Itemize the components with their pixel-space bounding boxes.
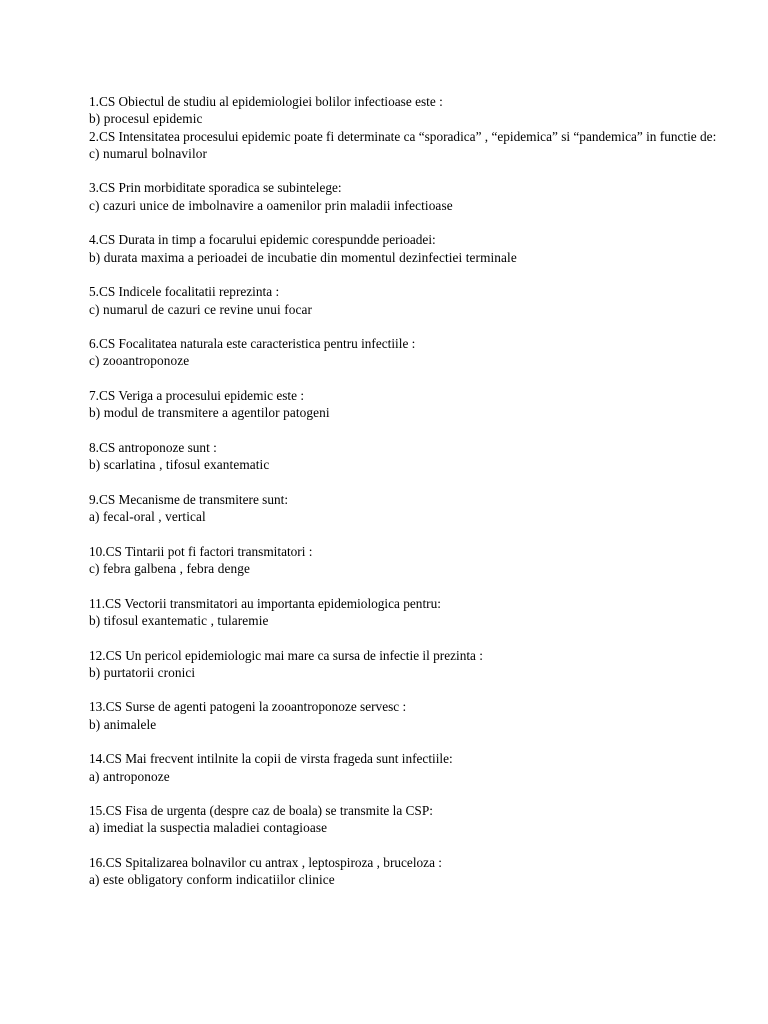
- question-item-15: [89, 802, 728, 837]
- question-text: 5.CS Indicele focalitatii reprezinta :: [89, 284, 280, 300]
- question-text: 1.CS Obiectul de studiu al epidemiologiei bolilor infectioase este :: [89, 94, 443, 109]
- answer-text: c) febra galbena , febra denge: [89, 561, 250, 577]
- question-text: 13.CS Surse de agenti patogeni la zooantroponoze servesc :: [89, 699, 407, 715]
- answer-text: a) antroponoze: [89, 768, 170, 784]
- answer-text: b) procesul epidemic: [89, 111, 203, 127]
- question-item-12: [89, 647, 728, 682]
- question-item-14: [89, 750, 728, 785]
- answer-text: c) numarul de cazuri ce revine unui focar: [89, 301, 313, 317]
- question-item-11: [89, 595, 728, 630]
- answer-text: c) cazuri unice de imbolnavire a oamenilor prin maladii infectioase: [89, 197, 453, 213]
- question-text: 8.CS antroponoze sunt :: [89, 439, 217, 455]
- question-text: 15.CS Fisa de urgenta (despre caz de boala) se transmite la CSP:: [89, 803, 433, 819]
- question-item-4: [89, 231, 728, 266]
- question-text: 6.CS Focalitatea naturala este caracteristica pentru infectiile :: [89, 336, 416, 352]
- answer-text: b) animalele: [89, 716, 157, 732]
- answer-text: a) fecal-oral , vertical: [89, 509, 206, 525]
- question-item-7: [89, 387, 728, 422]
- question-item-1: [89, 93, 728, 128]
- answer-text: b) tifosul exantematic , tularemie: [89, 612, 269, 628]
- question-item-10: [89, 543, 728, 578]
- question-text: 14.CS Mai frecvent intilnite la copii de virsta frageda sunt infectiile:: [89, 751, 453, 767]
- question-text: 10.CS Tintarii pot fi factori transmitatori :: [89, 543, 313, 559]
- question-item-13: [89, 698, 728, 733]
- question-item-16: [89, 854, 728, 889]
- question-text: 4.CS Durata in timp a focarului epidemic corespundde perioadei:: [89, 232, 436, 248]
- question-text: 11.CS Vectorii transmitatori au importanta epidemiologica pentru:: [89, 595, 441, 611]
- question-text: 9.CS Mecanisme de transmitere sunt:: [89, 491, 289, 507]
- answer-text: a) este obligatory conform indicatiilor clinice: [89, 872, 335, 888]
- answer-text: c) zooantroponoze: [89, 353, 190, 369]
- question-item-3: [89, 179, 728, 214]
- question-item-5: [89, 283, 728, 318]
- question-item-9: [89, 491, 728, 526]
- question-text: 7.CS Veriga a procesului epidemic este :: [89, 388, 305, 404]
- question-item-6: [89, 335, 728, 370]
- question-text: 12.CS Un pericol epidemiologic mai mare ca sursa de infectie il prezinta :: [89, 647, 483, 663]
- answer-text: b) purtatorii cronici: [89, 664, 196, 680]
- answer-text: c) numarul bolnavilor: [89, 145, 208, 161]
- answer-text: b) modul de transmitere a agentilor patogeni: [89, 405, 330, 421]
- question-item-2: [89, 128, 728, 163]
- answer-text: b) scarlatina , tifosul exantematic: [89, 457, 270, 473]
- question-item-8: [89, 439, 728, 474]
- question-text: 2.CS Intensitatea procesului epidemic poate fi determinate ca “sporadica” , “epidemica” si “pandemica” in functie de:: [89, 128, 717, 144]
- answer-text: b) durata maxima a perioadei de incubatie din momentul dezinfectiei terminale: [89, 249, 517, 265]
- question-text: 3.CS Prin morbiditate sporadica se subintelege:: [89, 180, 342, 196]
- question-text: 16.CS Spitalizarea bolnavilor cu antrax , leptospiroza , bruceloza :: [89, 855, 442, 871]
- answer-text: a) imediat la suspectia maladiei contagioase: [89, 820, 328, 836]
